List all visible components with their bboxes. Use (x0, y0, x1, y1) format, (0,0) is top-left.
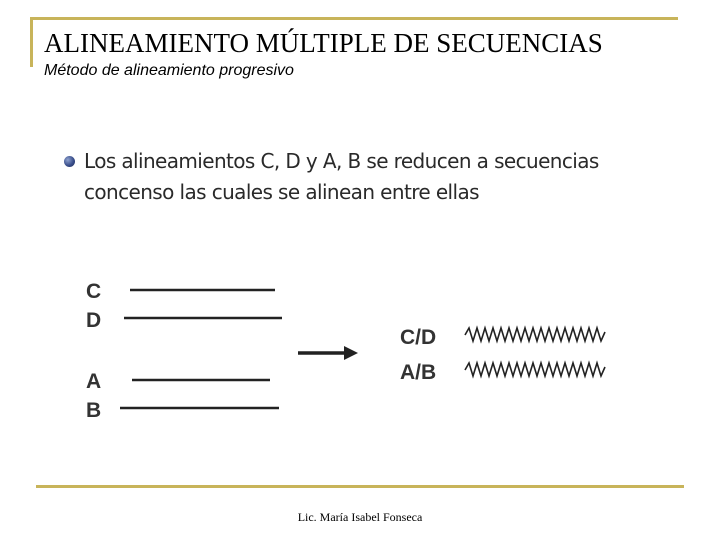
consensus-wave-ab (465, 363, 605, 376)
footer-divider (36, 485, 684, 488)
sequence-label-b: B (86, 399, 102, 422)
right-arrow-icon (298, 346, 358, 360)
bullet-icon (64, 156, 75, 167)
sequence-label-a: A (86, 370, 102, 393)
frame-top-line (30, 17, 678, 20)
consensus-label-cd: C/D (400, 326, 437, 349)
progressive-alignment-diagram (0, 260, 720, 440)
slide-subtitle: Método de alineamiento progresivo (44, 62, 294, 79)
bullet-text: Los alineamientos C, D y A, B se reducen a secuencias concenso las cuales se alinean entre ellas (84, 149, 599, 204)
slide-title: ALINEAMIENTO MÚLTIPLE DE SECUENCIAS (44, 28, 603, 58)
sequence-label-c: C (86, 280, 102, 303)
sequence-label-d: D (86, 309, 102, 332)
footer-author: Lic. María Isabel Fonseca (297, 510, 423, 524)
consensus-wave-cd (465, 328, 605, 341)
frame-left-line (30, 17, 33, 67)
consensus-label-ab: A/B (400, 361, 437, 384)
